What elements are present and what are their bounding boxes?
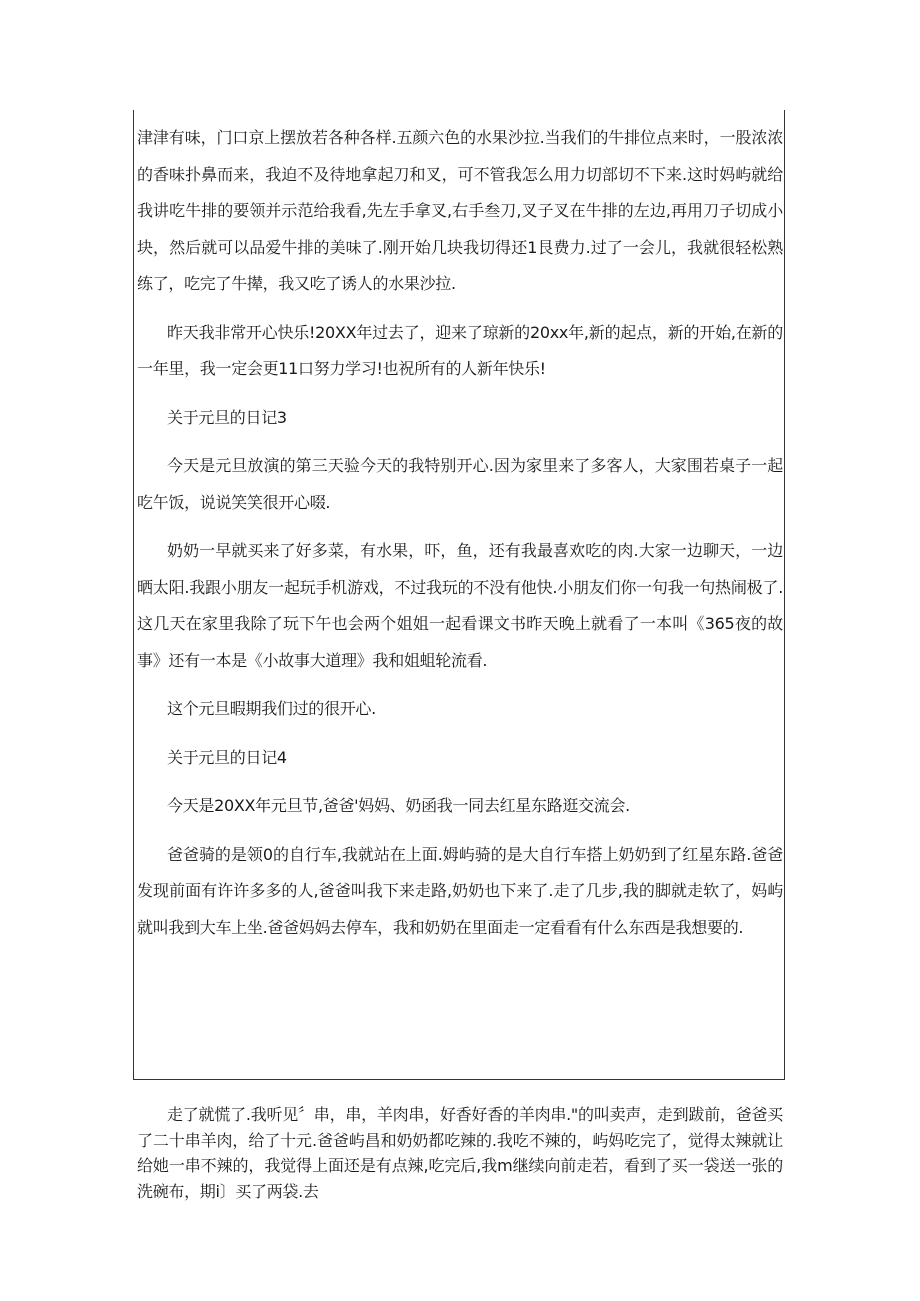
paragraph: 奶奶一早就买来了好多菜，有水果，吓，鱼，还有我最喜欢吃的肉.大家一边聊天，一边晒太阳.我跟小朋友一起玩手机游戏，不过我玩的不没有他快.小朋友们你一句我一句热闹极了.这几天在家里我除了玩下午也会两个姐姐一起看课文书昨天晚上就看了一本叫《365夜的故事》还有一本是《小故事大道理》我和姐蛆轮流看. xyxy=(137,541,783,670)
section-heading: 关于元旦的日记3 xyxy=(167,407,287,427)
framed-article xyxy=(137,120,783,958)
paragraph: 今天是20XX年元旦节,爸爸'妈妈、奶函我一同去红星东路逛交流会. xyxy=(167,796,630,815)
paragraph: 津津有味，门口京上摆放若各种各样.五颜六色的水果沙拉.当我们的牛排位点来时，一股浓浓的香味扑鼻而来，我迫不及待地拿起刀和叉，可不管我怎么用力切部切不下来.这时妈屿就给我讲吃牛排的要领并示范给我看,先左手拿叉,右手叁刀,叉子叉在牛排的左边,再用刀子切成小块，然后就可以品爱牛排的美味了.刚开始几块我切得还1艮费力.过了一会儿，我就很轻松熟练了，吃完了牛撵，我又吃了诱人的水果沙拉. xyxy=(137,128,783,293)
paragraph: 爸爸骑的是领0的自行车,我就站在上面.姆屿骑的是大自行车搭上奶奶到了红星东路.爸爸发现前面有许许多多的人,爸爸叫我下来走路,奶奶也下来了.走了几步,我的脚就走软了，妈屿就叫我到大车上坐.爸爸妈妈去停车，我和奶奶在里面走一定看看有什么东西是我想要的. xyxy=(137,844,783,937)
paragraph: 走了就慌了.我听见〞串，串，羊肉串，好香好香的羊肉串."的叫卖声，走到跋前，爸爸买了二十串羊肉，给了十元.爸爸屿昌和奶奶都吃辣的.我吃不辣的，屿妈吃完了，觉得太辣就让给她一串不辣的，我觉得上面还是有点辣,吃完后,我m继续向前走若，看到了买一袋送一张的洗碗布，期i〕买了两袋.去 xyxy=(137,1105,783,1201)
section-heading: 关于元旦的日记4 xyxy=(167,747,287,767)
continuation-text xyxy=(137,1102,783,1204)
paragraph: 这个元旦暇期我们过的很开心. xyxy=(167,699,376,718)
paragraph: 今天是元旦放演的第三天验今天的我特别开心.因为家里来了多客人，大家围若桌子一起吃午饭，说说笑笑很开心啜. xyxy=(137,456,783,512)
paragraph: 昨天我非常开心快乐!20XX年过去了，迎来了琼新的20xx年,新的起点，新的开始,在新的一年里，我一定会更11口努力学习!也祝所有的人新年快乐! xyxy=(137,322,783,378)
